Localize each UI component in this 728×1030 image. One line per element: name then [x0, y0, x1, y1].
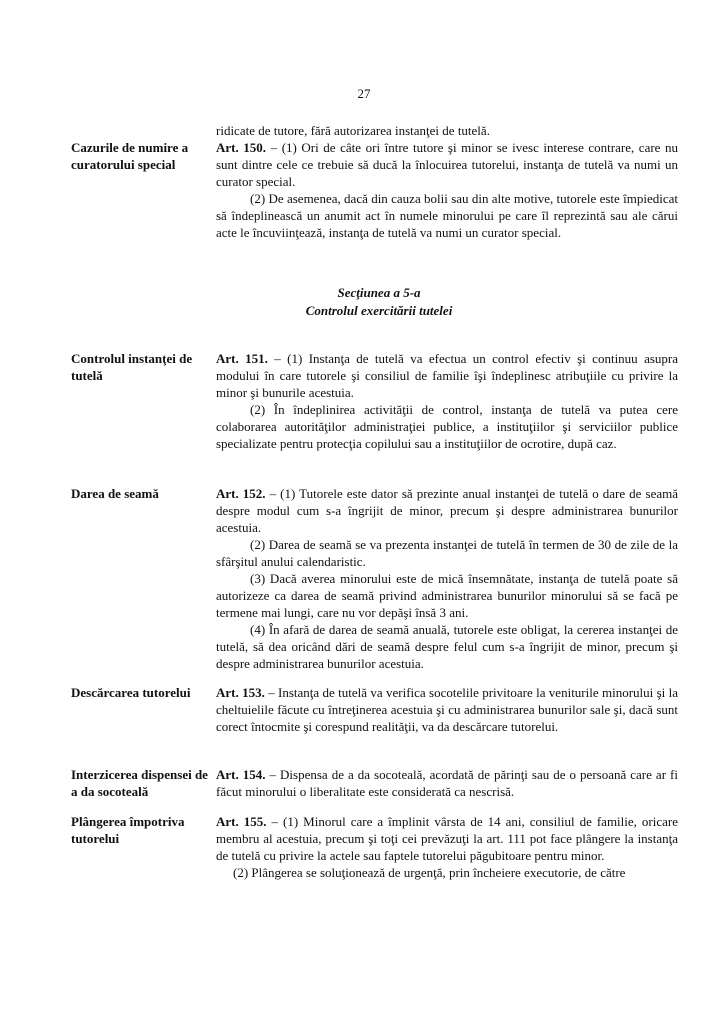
- side-heading: Plângerea împotriva tutorelui: [71, 814, 185, 846]
- page-number: 27: [357, 86, 371, 101]
- paragraph-text: – Instanţa de tutelă va verifica socotelile privitoare la veniturile minorului şi la cheltuielile făcute cu întreţinerea acestuia şi cu administrarea bunurilor sale şi, dacă sunt corect întocmite şi corespund realităţii, va da descărcare tutorelui.: [216, 685, 678, 734]
- article-text: [216, 139, 678, 241]
- article-text: [216, 766, 678, 800]
- section-heading: [216, 284, 542, 320]
- side-heading: Controlul instanţei de tutelă: [71, 351, 193, 383]
- paragraph-text: – (1) Ori de câte ori între tutore şi minor se ivesc interese contrare, care nu sunt dintre cele ce trebuie să ducă la înlocuirea tutorelui, instanţa de tutelă va numi un curator special.: [216, 140, 678, 189]
- article-text: [216, 485, 678, 672]
- article-number: Art. 152.: [216, 486, 266, 501]
- side-heading: Cazurile de numire a curatorului special: [71, 140, 189, 172]
- paragraph-1: [216, 485, 678, 536]
- paragraph-2: (2) De asemenea, dacă din cauza bolii sau din alte motive, tutorele este împiedicat să îndeplinească un anumit act în numele minorului pe care îl reprezintă sau ale cărui acte le încuviinţează, instanţa de tutelă va numi un curator special.: [216, 191, 678, 240]
- article-number: Art. 150.: [216, 140, 267, 155]
- side-heading: Descărcarea tutorelui: [71, 685, 191, 700]
- paragraph-1: [216, 139, 678, 190]
- article-number: Art. 151.: [216, 351, 268, 366]
- paragraph-3: (3) Dacă averea minorului este de mică însemnătate, instanţa de tutelă poate să autorizeze ca darea de seamă privind administrarea bunurilor minorului să se facă pe termene mai lungi, care nu vor depăşi însă 3 ani.: [216, 571, 678, 620]
- article-number: Art. 155.: [216, 814, 267, 829]
- paragraph-2: (2) În îndeplinirea activităţii de control, instanţa de tutelă va putea cere colaborarea autorităţilor administraţiei publice, a instituţiilor şi serviciilor publice specializate pentru protecţia copilului sau a instituţiilor de ocrotire, după caz.: [216, 402, 678, 451]
- section-subtitle: Controlul exercitării tutelei: [305, 303, 453, 318]
- paragraph-text: – (1) Instanţa de tutelă va efectua un control efectiv şi continuu asupra modului în care tutorele şi consiliul de familie îşi îndeplinesc atribuţiile cu privire la minor şi bunurile acestuia.: [216, 351, 678, 400]
- article-text: [216, 350, 678, 452]
- article-text: [216, 813, 678, 881]
- paragraph-text: – (1) Tutorele este dator să prezinte anual instanţei de tutelă o dare de seamă despre modul cum s-a îngrijit de minor, precum şi despre administrarea bunurilor acestuia.: [216, 486, 678, 535]
- article-number: Art. 153.: [216, 685, 265, 700]
- paragraph-2: (2) Plângerea se soluţionează de urgenţă, prin încheiere executorie, de către: [233, 865, 626, 880]
- side-heading: Interzicerea dispensei de a da socoteală: [71, 767, 208, 799]
- intro-paragraph: ridicate de tutore, fără autorizarea instanţei de tutelă.: [216, 123, 490, 138]
- paragraph-text: – Dispensa de a da socoteală, acordată de părinţi sau de o persoană care ar fi făcut minorului o liberalitate este considerată ca nescrisă.: [216, 767, 678, 799]
- section-title: Secţiunea a 5-a: [337, 285, 421, 300]
- paragraph-1: [216, 766, 678, 800]
- side-heading: Darea de seamă: [71, 486, 159, 501]
- intro-line: [216, 122, 678, 139]
- paragraph-1: [216, 813, 678, 864]
- article-number: Art. 154.: [216, 767, 266, 782]
- paragraph-2: (2) Darea de seamă se va prezenta instanţei de tutelă în termen de 30 de zile de la sfârşitul anului calendaristic.: [216, 537, 678, 569]
- paragraph-1: [216, 684, 678, 735]
- paragraph-text: – (1) Minorul care a împlinit vârsta de 14 ani, consiliul de familie, oricare membru al acestuia, precum şi toţi cei prevăzuţi la art. 111 pot face plângere la instanţa de tutelă cu privire la actele sau faptele tutorelui păgubitoare pentru minor.: [216, 814, 678, 863]
- article-text: [216, 684, 678, 735]
- paragraph-1: [216, 350, 678, 401]
- paragraph-4: (4) În afară de darea de seamă anuală, tutorele este obligat, la cererea instanţei de tutelă, să dea oricând dări de seamă despre felul cum s-a îngrijit de minor, precum şi despre administrarea bunurilor acestuia.: [216, 622, 678, 671]
